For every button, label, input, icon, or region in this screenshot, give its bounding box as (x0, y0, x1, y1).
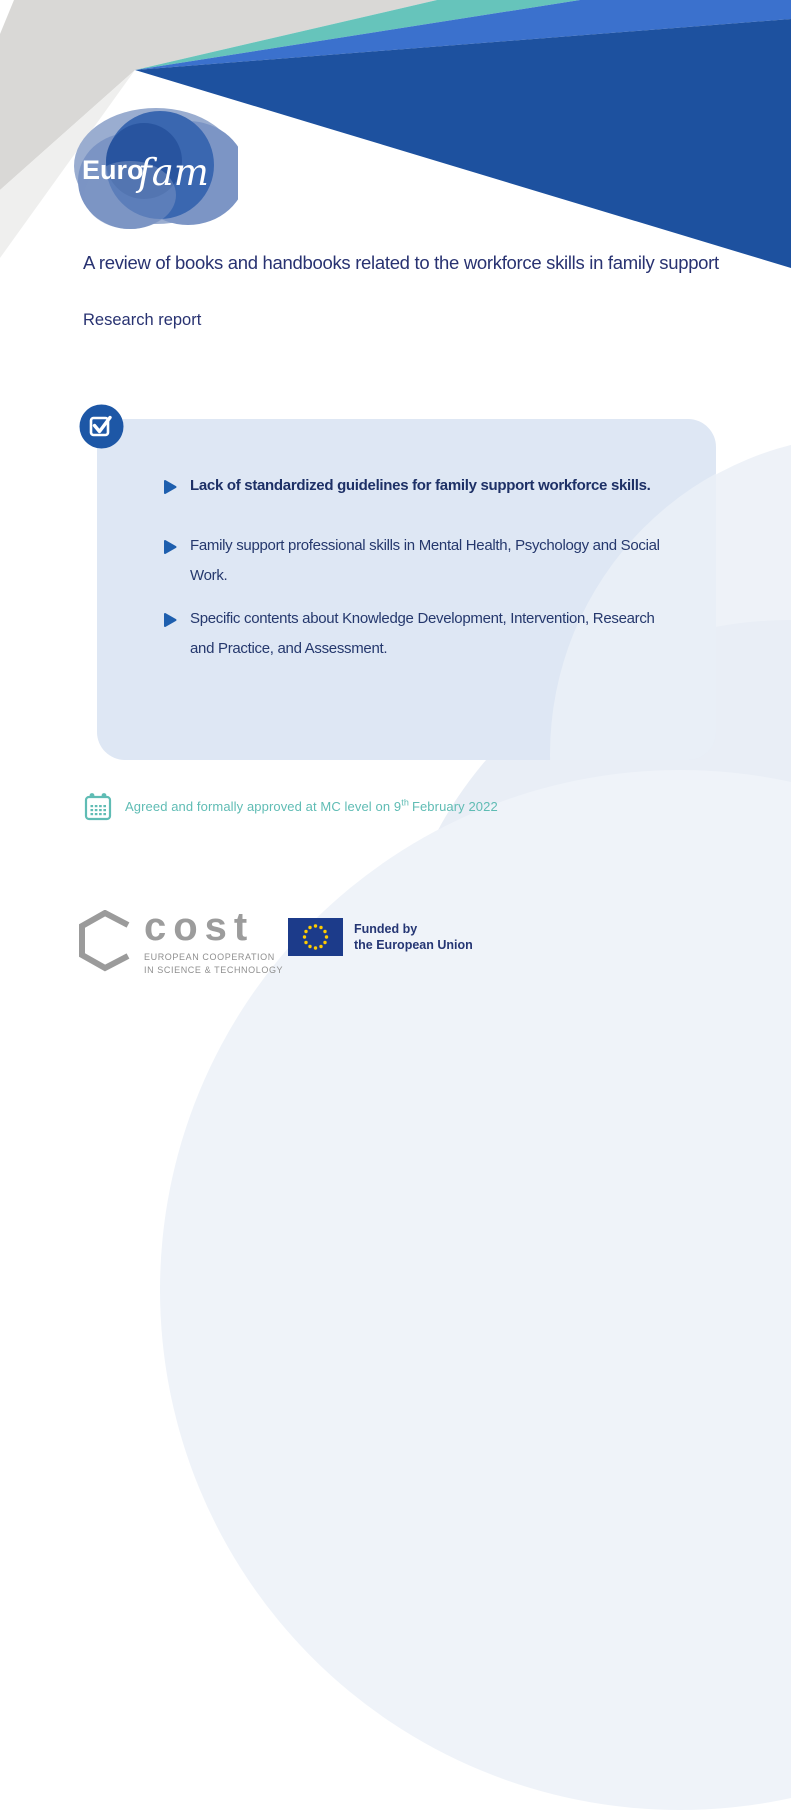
approval-text (125, 791, 498, 814)
list-item (163, 604, 676, 664)
calendar-icon (84, 791, 112, 822)
list-item (163, 471, 676, 501)
cost-logo-text (144, 906, 283, 976)
bullet-triangle-icon (163, 539, 177, 555)
eu-funding-logo (288, 918, 473, 956)
eurofam-logo-icon (68, 103, 238, 233)
checkbox-icon (79, 404, 124, 454)
page-subtitle: Research report (83, 311, 202, 329)
cost-tagline (144, 951, 283, 976)
logo-text-fam: fam (138, 151, 209, 194)
cost-hexagon-icon (76, 910, 134, 974)
eu-flag-icon (288, 918, 343, 956)
eurofam-logo (68, 103, 238, 233)
highlights-list (97, 419, 716, 664)
highlights-panel (97, 419, 716, 760)
bullet-triangle-icon (163, 612, 177, 628)
cost-logo (76, 906, 283, 976)
approval-text-ordinal: th (401, 797, 409, 808)
list-item-text: Family support professional skills in Mental Health, Psychology and Social Work. (190, 537, 660, 584)
eu-funding-line1: Funded by (354, 922, 418, 936)
bullet-triangle-icon (163, 479, 177, 495)
cost-tagline-line2: IN SCIENCE & TECHNOLOGY (144, 964, 284, 975)
list-item-text: Specific contents about Knowledge Development, Intervention, Research and Practice, and Assessment. (190, 610, 655, 657)
list-item-text: Lack of standardized guidelines for family support workforce skills. (190, 477, 651, 494)
logo-text-euro: Euro (82, 155, 144, 185)
approval-row (84, 791, 498, 822)
approval-text-suffix: February 2022 (411, 799, 498, 814)
approval-text-prefix: Agreed and formally approved at MC level on 9 (125, 799, 402, 814)
cost-wordmark: cost (144, 905, 255, 949)
cost-tagline-line1: EUROPEAN COOPERATION (144, 952, 275, 962)
eu-funding-text (354, 918, 473, 953)
page-title: A review of books and handbooks related to the workforce skills in family support (83, 252, 719, 273)
eu-funding-line2: the European Union (354, 937, 473, 952)
list-item (163, 531, 676, 591)
